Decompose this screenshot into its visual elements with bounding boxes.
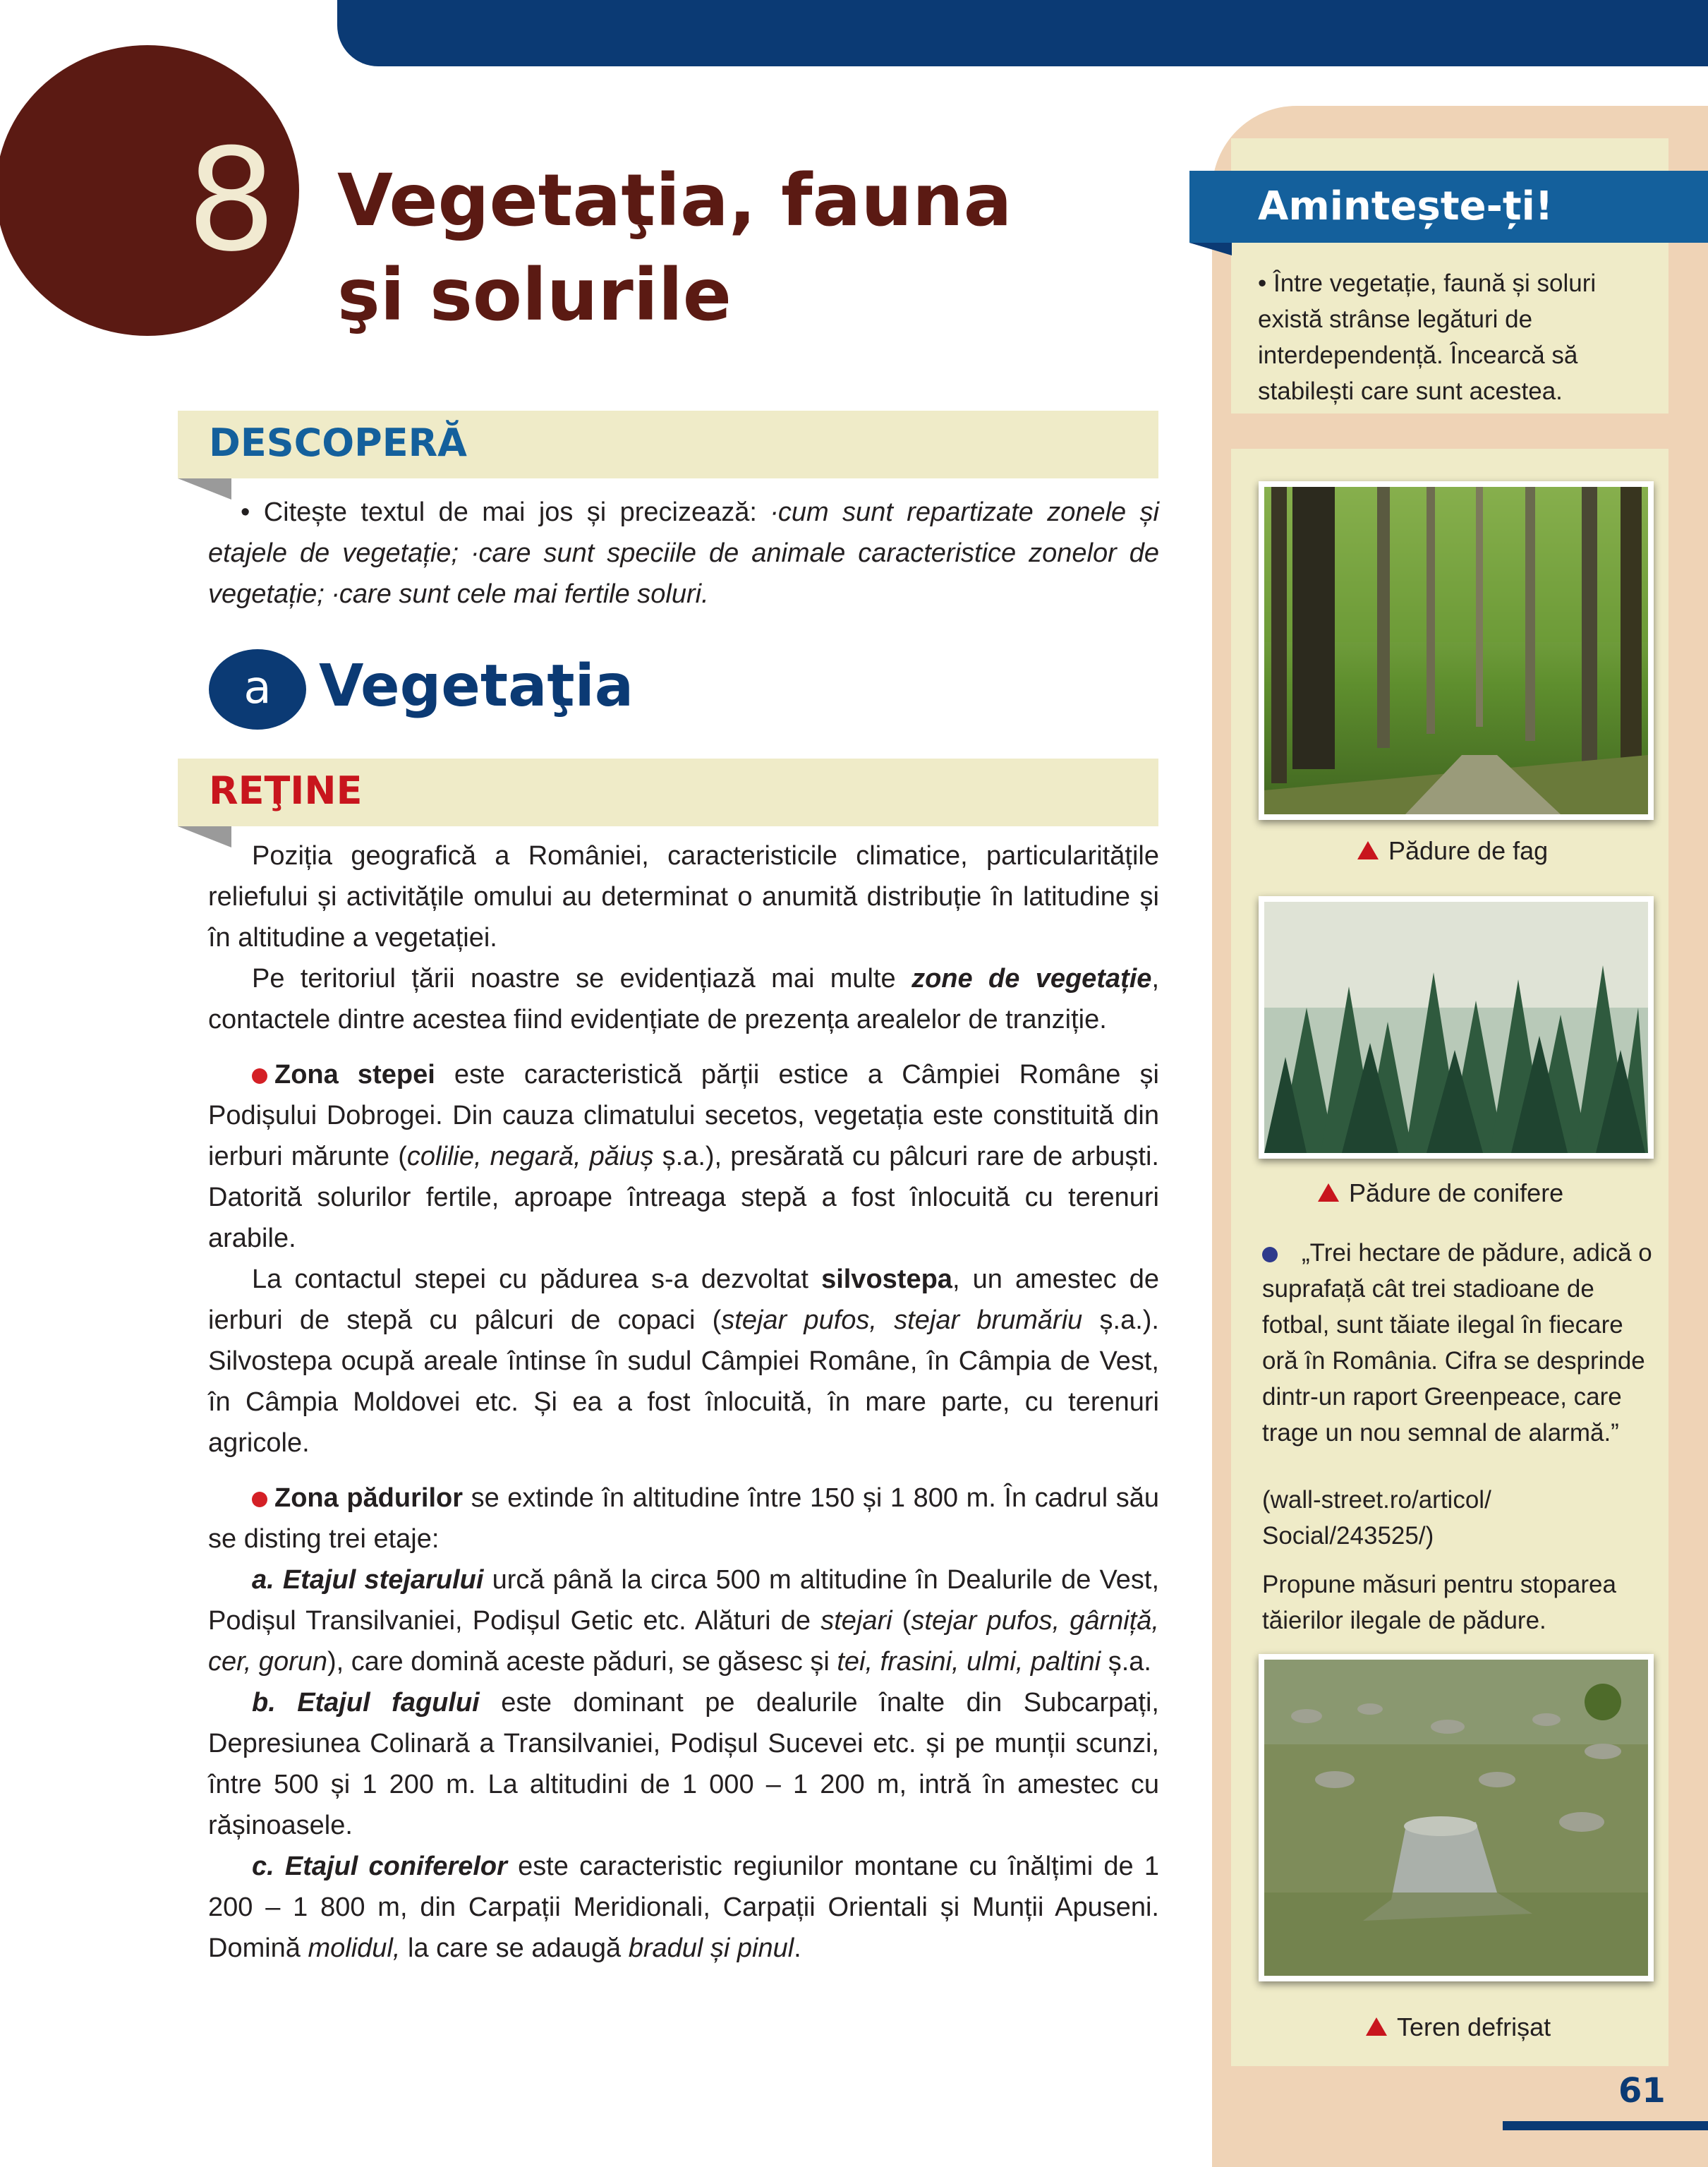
caption-defrisat: Teren defrișat bbox=[1366, 2011, 1551, 2044]
descopera-question-1: ∙cum sunt repartizate zonele și etajele de vegetație; bbox=[208, 497, 1159, 568]
top-header-bar bbox=[337, 0, 1708, 66]
red-triangle-icon bbox=[1366, 2017, 1387, 2036]
red-triangle-icon bbox=[1318, 1183, 1339, 1202]
red-triangle-icon bbox=[1357, 841, 1379, 859]
descopera-question-2: ∙care sunt speciile de animale caracteristice zonelor de vegetație; bbox=[208, 538, 1159, 609]
chapter-number: 8 bbox=[186, 119, 277, 283]
silvostepa-paragraph: La contactul stepei cu pădurea s-a dezvoltat silvostepa, un amestec de ierburi de stepă cu pâlcuri de copaci (stejar pufos, stejar brumăriu ș.a.). Silvostepa ocupă areale întinse în sudul Câmpiei Române, în Câmpia de Vest, în Câmpia Moldovei etc. Și ea a fost înlocuită, în mare parte, cu terenuri agricole. bbox=[208, 1264, 1159, 1458]
main-text bbox=[208, 835, 1159, 1969]
red-bullet-icon bbox=[252, 1068, 267, 1084]
retine-paragraph-1: Poziția geografică a României, caracteristicile climatice, particularitățile reliefului și activitățile omului au determinat o anumită distribuție în latitudine și în altitudine a vegetației. bbox=[208, 841, 1159, 953]
photo-padure-fag bbox=[1259, 481, 1654, 820]
photo-padure-conifere bbox=[1259, 896, 1654, 1159]
descopera-text bbox=[208, 492, 1159, 615]
paduri-paragraph: Zona pădurilor se extinde în altitudine între 150 și 1 800 m. În cadrul său se disting trei etaje: bbox=[208, 1483, 1159, 1554]
red-bullet-icon bbox=[252, 1492, 267, 1507]
page-number: 61 bbox=[1618, 2071, 1666, 2111]
quote-task: Propune măsuri pentru stoparea tăierilor ilegale de pădure. bbox=[1262, 1571, 1616, 1634]
chapter-title bbox=[337, 154, 1012, 343]
caption-conifere: Pădure de conifere bbox=[1318, 1177, 1563, 1209]
etaj-conifere-paragraph: c. Etajul coniferelor este caracteristic regiunilor montane cu înălțimi de 1 200 – 1 800 m, din Carpații Meridionali, Carpații Orientali și Munții Apuseni. Domină molidul, la care se adaugă bradul și pinul. bbox=[208, 1852, 1159, 1963]
etaj-fag-paragraph: b. Etajul fagului este dominant pe dealurile înalte din Subcarpați, Depresiunea Colinară a Transilvaniei, Podișul Sucevei etc. și pe munții scunzi, între 500 și 1 200 m. La altitudini de 1 000 – 1 200 m, intră în amestec cu rășinoasele. bbox=[208, 1688, 1159, 1840]
stepa-paragraph: Zona stepei este caracteristică părții estice a Câmpiei Române și Podișului Dobrogei. Din cauza climatului secetos, vegetația este constituită din ierburi mărunte (colilie, negară, păiuș ș.a.), presărată cu pâlcuri rare de arbuști. Datorită solurilor fertile, aproape întreaga stepă a fost înlocuită cu terenuri arabile. bbox=[208, 1060, 1159, 1253]
retine-paragraph-2: Pe teritoriul țării noastre se evidențiază mai multe zone de vegetație, contactele dintre acestea fiind evidențiate de prezența arealelor de tranziție. bbox=[208, 964, 1160, 1034]
blue-bullet-icon bbox=[1262, 1247, 1278, 1262]
descopera-heading: DESCOPERĂ bbox=[209, 421, 467, 465]
retine-header bbox=[178, 759, 1158, 826]
aminteste-text: • Între vegetație, faună și soluri există strânse legături de interdependență. Încearcă să stabilești care sunt acestea. bbox=[1258, 270, 1597, 405]
photo-teren-defrisat bbox=[1259, 1654, 1654, 1981]
chapter-title-line2: şi solurile bbox=[337, 253, 732, 337]
descopera-instruction: • Citește textul de mai jos și precizează: bbox=[241, 497, 771, 527]
aminteste-fold bbox=[1189, 243, 1232, 255]
section-title: Vegetaţia bbox=[319, 653, 634, 720]
retine-heading: REŢINE bbox=[209, 768, 363, 813]
caption-fag: Pădure de fag bbox=[1357, 835, 1548, 867]
beech-forest-image bbox=[1264, 487, 1648, 814]
conifer-forest-image bbox=[1264, 902, 1648, 1153]
descopera-question-3: ∙care sunt cele mai fertile soluri. bbox=[332, 579, 709, 609]
section-letter: a bbox=[243, 662, 272, 714]
deforested-land-image bbox=[1264, 1660, 1648, 1976]
etaj-stejar-paragraph: a. Etajul stejarului urcă până la circa 500 m altitudine în Dealurile de Vest, Podișul Transilvaniei, Podișul Getic etc. Alături de stejari (stejar pufos, gârniță, cer, gorun), care domină aceste păduri, se găsesc și tei, frasini, ulmi, paltini ș.a. bbox=[208, 1565, 1159, 1677]
descopera-header bbox=[178, 411, 1158, 478]
page-number-underline bbox=[1503, 2121, 1708, 2130]
chapter-title-line1: Vegetaţia, fauna bbox=[337, 159, 1012, 243]
quote-source: (wall-street.ro/articol/ Social/243525/) bbox=[1262, 1486, 1491, 1550]
quote-text: „Trei hectare de pădure, adică o suprafață cât trei stadioane de fotbal, sunt tăiate ilegal în fiecare oră în România. Cifra se desprinde dintr-un raport Greenpeace, care trage un nou semnal de alarmă.” bbox=[1262, 1239, 1652, 1447]
aminteste-title: Amintește-ți! bbox=[1258, 183, 1553, 229]
